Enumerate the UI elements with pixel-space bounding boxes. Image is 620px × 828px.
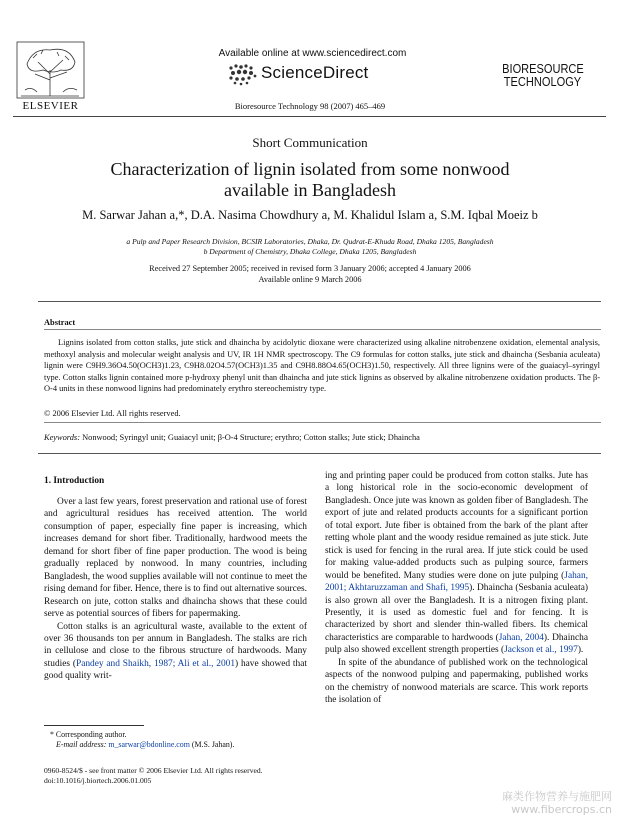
body-column-left bbox=[44, 496, 307, 683]
doi-line: doi:10.1016/j.biortech.2006.01.005 bbox=[44, 776, 152, 785]
front-matter bbox=[44, 766, 344, 786]
article-dates bbox=[50, 263, 570, 285]
watermark-line-2: www.fibercrops.cn bbox=[511, 803, 612, 816]
author-list: M. Sarwar Jahan a,*, D.A. Nasima Chowdhury a, M. Khalidul Islam a, S.M. Iqbal Moeiz b bbox=[82, 208, 538, 222]
abstract-copyright: © 2006 Elsevier Ltd. All rights reserved. bbox=[44, 409, 181, 418]
paragraph-text: ing and printing paper could be produced from cotton stalks. Jute has a long historical role in the socio-economic development of Bangladesh. Once jute was known as golden fiber of Bangladesh. The export of jute and related products accounts for a significant portion of total export. Jute fiber is obtained from the bark of the plant after retting whole plant and the woody residue remained as jute stick. Jute stick is used for fencing in the rural area. If jute stick could be used for making value-added products such as pulping source, farmers would be benefited. Many studies were done on jute pulping ( bbox=[325, 471, 588, 581]
keywords-label: Keywords: bbox=[44, 433, 80, 442]
paragraph-text: Cotton stalks is an agricultural waste, available to the extent of over 36 thousands ton per annum in Bangladesh. The stalks are rich in cellulose and close to the fibrous structure of hardwoods. Many studies ( bbox=[44, 621, 307, 669]
introduction-heading: 1. Introduction bbox=[44, 476, 105, 486]
title-line-1: Characterization of lignin isolated from some nonwood bbox=[110, 159, 510, 179]
keywords-list: Nonwood; Syringyl unit; Guaiacyl unit; β-O-4 Structure; erythro; Cotton stalks; Jute stick; Dhaincha bbox=[82, 433, 420, 442]
header-rule bbox=[13, 116, 606, 117]
citation-link[interactable]: Pandey and Shaikh, 1987; Ali et al., 2001 bbox=[75, 658, 236, 669]
email-suffix: (M.S. Jahan). bbox=[191, 740, 235, 749]
online-date: Available online 9 March 2006 bbox=[258, 275, 362, 284]
sciencedirect-wordmark: ScienceDirect bbox=[261, 63, 369, 82]
elsevier-tree-logo bbox=[13, 40, 88, 100]
watermark-line-1: 麻类作物营养与施肥网 bbox=[502, 790, 612, 803]
journal-logo-line1: BIORESOURCE bbox=[502, 61, 584, 76]
affiliation-a: a Pulp and Paper Research Division, BCSIR Laboratories, Dhaka, Dr. Qudrat-E-Khuda Road, Dhaka 1205, Bangladesh bbox=[126, 237, 494, 246]
keywords-rule bbox=[38, 453, 601, 454]
keywords bbox=[44, 433, 600, 442]
paragraph-text: ) have showed that good quality writ- bbox=[44, 658, 307, 682]
abstract-rule bbox=[44, 329, 601, 330]
received-dates: Received 27 September 2005; received in revised form 3 January 2006; accepted 4 January 2006 bbox=[149, 264, 471, 273]
journal-citation: Bioresource Technology 98 (2007) 465–469 bbox=[234, 101, 386, 111]
citation-link[interactable]: Jackson et al., 1997 bbox=[504, 645, 578, 656]
citation-link[interactable]: Jahan, 2001; Akhtaruzzaman and Shafi, 1995 bbox=[325, 570, 588, 594]
intro-paragraph-3: In spite of the abundance of published work on the technological aspects of the nonwood pulping and papermaking, published works on the chemistry of nonwood materials are scarce. This work reports the isolation of bbox=[325, 657, 588, 706]
email-label: E-mail address: bbox=[56, 740, 107, 749]
citation-link[interactable]: Jahan, 2004 bbox=[498, 632, 544, 643]
title-line-2: available in Bangladesh bbox=[224, 180, 396, 200]
paragraph-text: ). Dhaincha pulp also showed excellent strength properties ( bbox=[325, 632, 588, 656]
sciencedirect-dots-icon bbox=[225, 62, 259, 86]
footnote-rule bbox=[44, 725, 144, 726]
email-link[interactable]: m_sarwar@bdonline.com bbox=[108, 740, 190, 749]
footnote bbox=[44, 730, 307, 750]
affiliation-b: b Department of Chemistry, Dhaka College, Dhaka 1205, Bangladesh bbox=[203, 247, 417, 256]
available-online-text: Available online at www.sciencedirect.com bbox=[218, 48, 407, 59]
intro-paragraph-2 bbox=[44, 621, 307, 683]
issn-line: 0960-8524/$ - see front matter © 2006 Elsevier Ltd. All rights reserved. bbox=[44, 766, 263, 775]
journal-logo-line2: TECHNOLOGY bbox=[503, 74, 582, 89]
intro-paragraph-2-cont bbox=[325, 470, 588, 657]
sciencedirect-logo bbox=[225, 62, 415, 86]
affiliations bbox=[50, 237, 570, 257]
elsevier-wordmark: ELSEVIER bbox=[22, 100, 79, 112]
journal-logo bbox=[502, 62, 583, 88]
abstract-text: Lignins isolated from cotton stalks, jute stick and dhaincha by acidolytic dioxane were characterized using alkaline nitrobenzene oxidation, elemental analysis, methoxyl analysis and molecular weight analysis and UV, IR 1H NMR spectroscopy. The C9 formulas for cotton stalks, jute stick and dhaincha (Sesbania aculeata) lignin were C9H9.36O4.50(OCH3)1.23, C9H8.02O4.57(OCH3)1.35 and C9H8.88O4.65(OCH3)1.50, respectively. All three lignins were of the guaiacyl–syringyl type. Cotton stalks lignin contained more p-hydroxy phenyl unit than dhaincha and jute stick lignins as observed by alkaline nitrobenzene oxidation products. The β-O-4 units in these nonwood lignins had predominately erythro stereochemistry type. bbox=[44, 338, 600, 394]
site-watermark bbox=[502, 790, 612, 816]
section-rule bbox=[38, 301, 601, 302]
corresponding-author-note: * Corresponding author. bbox=[50, 730, 127, 739]
paragraph-text: ). bbox=[577, 645, 584, 656]
paragraph-text: ). Dhaincha (Sesbania aculeata) is also grown all over the Bangladesh. It is a nitrogen fixing plant. Presently, it is used as domestic fuel and for fencing. It is characterized by short and slender thin-walled fibers. Its chemical characteristics are comparable to hardwoods ( bbox=[325, 583, 588, 643]
body-column-right bbox=[325, 470, 588, 707]
article-type: Short Communication bbox=[252, 135, 368, 150]
email-line bbox=[44, 740, 307, 750]
abstract-end-rule bbox=[44, 422, 601, 423]
article-title bbox=[60, 159, 560, 201]
abstract-heading: Abstract bbox=[44, 318, 76, 327]
intro-paragraph-1: Over a last few years, forest preservation and rational use of forest and agricultural residues has received attention. The world consumption of paper, especially fine paper is increasing, which increases demand for short fiber. Traditionally, hardwood meets the demand for short fiber of fine paper production. The wood is being gradually replaced by nonwood. In many countries, including Bangladesh, the wood supplies available will not continue to meet the rising demand for fiber. Hence, there is to find out alternative sources. Research on jute, cotton stalks and dhaincha shows that these could serve as potential sources of fibers for papermaking. bbox=[44, 497, 307, 620]
